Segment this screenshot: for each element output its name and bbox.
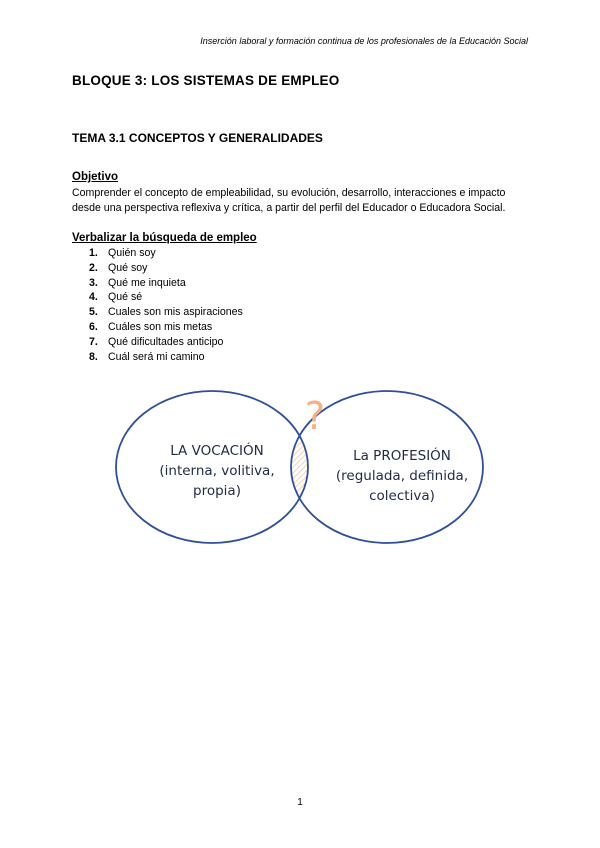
list-item-text: Qué dificultades anticipo — [108, 335, 224, 348]
list-item-number: 3. — [89, 276, 98, 289]
job-search-heading: Verbalizar la búsqueda de empleo — [72, 232, 257, 244]
objective-text: Comprender el concepto de empleabilidad, su evolución, desarrollo, interacciones e impacto desde una perspectiva reflexiva y crítica, a partir del perfil del Educador o Educadora Social. — [72, 187, 506, 214]
running-header: Inserción laboral y formación continua de los profesionales de la Educación Social — [200, 36, 528, 46]
list-item — [89, 335, 243, 350]
list-item-text: Quién soy — [108, 247, 156, 259]
right-circle-line2: (regulada, definida, — [335, 468, 469, 484]
list-item-number: 4. — [89, 291, 98, 304]
list-item-number: 1. — [89, 247, 98, 259]
list-item-text: Qué sé — [108, 291, 143, 304]
objective-heading: Objetivo — [72, 171, 119, 183]
list-item — [89, 290, 243, 305]
question-mark: ? — [304, 394, 326, 438]
venn-diagram — [110, 384, 490, 584]
list-item-text: Cuáles son mis metas — [108, 320, 213, 333]
right-circle-line3: colectiva) — [369, 488, 435, 504]
list-item-number: 6. — [89, 320, 98, 333]
list-item — [89, 305, 243, 320]
topic-title: TEMA 3.1 CONCEPTOS Y GENERALIDADES — [72, 131, 323, 145]
list-item-number: 2. — [89, 261, 98, 274]
list-item-text: Cuales son mis aspiraciones — [108, 306, 243, 319]
block-title: BLOQUE 3: LOS SISTEMAS DE EMPLEO — [72, 73, 340, 88]
list-item — [89, 320, 243, 335]
list-item-text: Cuál será mi camino — [108, 350, 205, 363]
page-number: 1 — [297, 797, 303, 808]
list-item — [89, 350, 243, 365]
list-item-number: 8. — [89, 350, 98, 363]
left-circle-title: LA VOCACIÓN — [170, 443, 264, 459]
list-item-number: 7. — [89, 335, 98, 348]
list-item — [89, 276, 243, 291]
job-search-list — [89, 246, 243, 364]
list-item-text: Qué me inquieta — [108, 276, 186, 289]
list-item — [89, 261, 243, 276]
left-circle-line2: (interna, volitiva, — [159, 463, 275, 479]
right-circle-title: La PROFESIÓN — [353, 448, 451, 464]
list-item-number: 5. — [89, 306, 98, 319]
list-item-text: Qué soy — [108, 261, 148, 274]
left-circle-line3: propia) — [193, 483, 241, 499]
list-item — [89, 246, 243, 261]
